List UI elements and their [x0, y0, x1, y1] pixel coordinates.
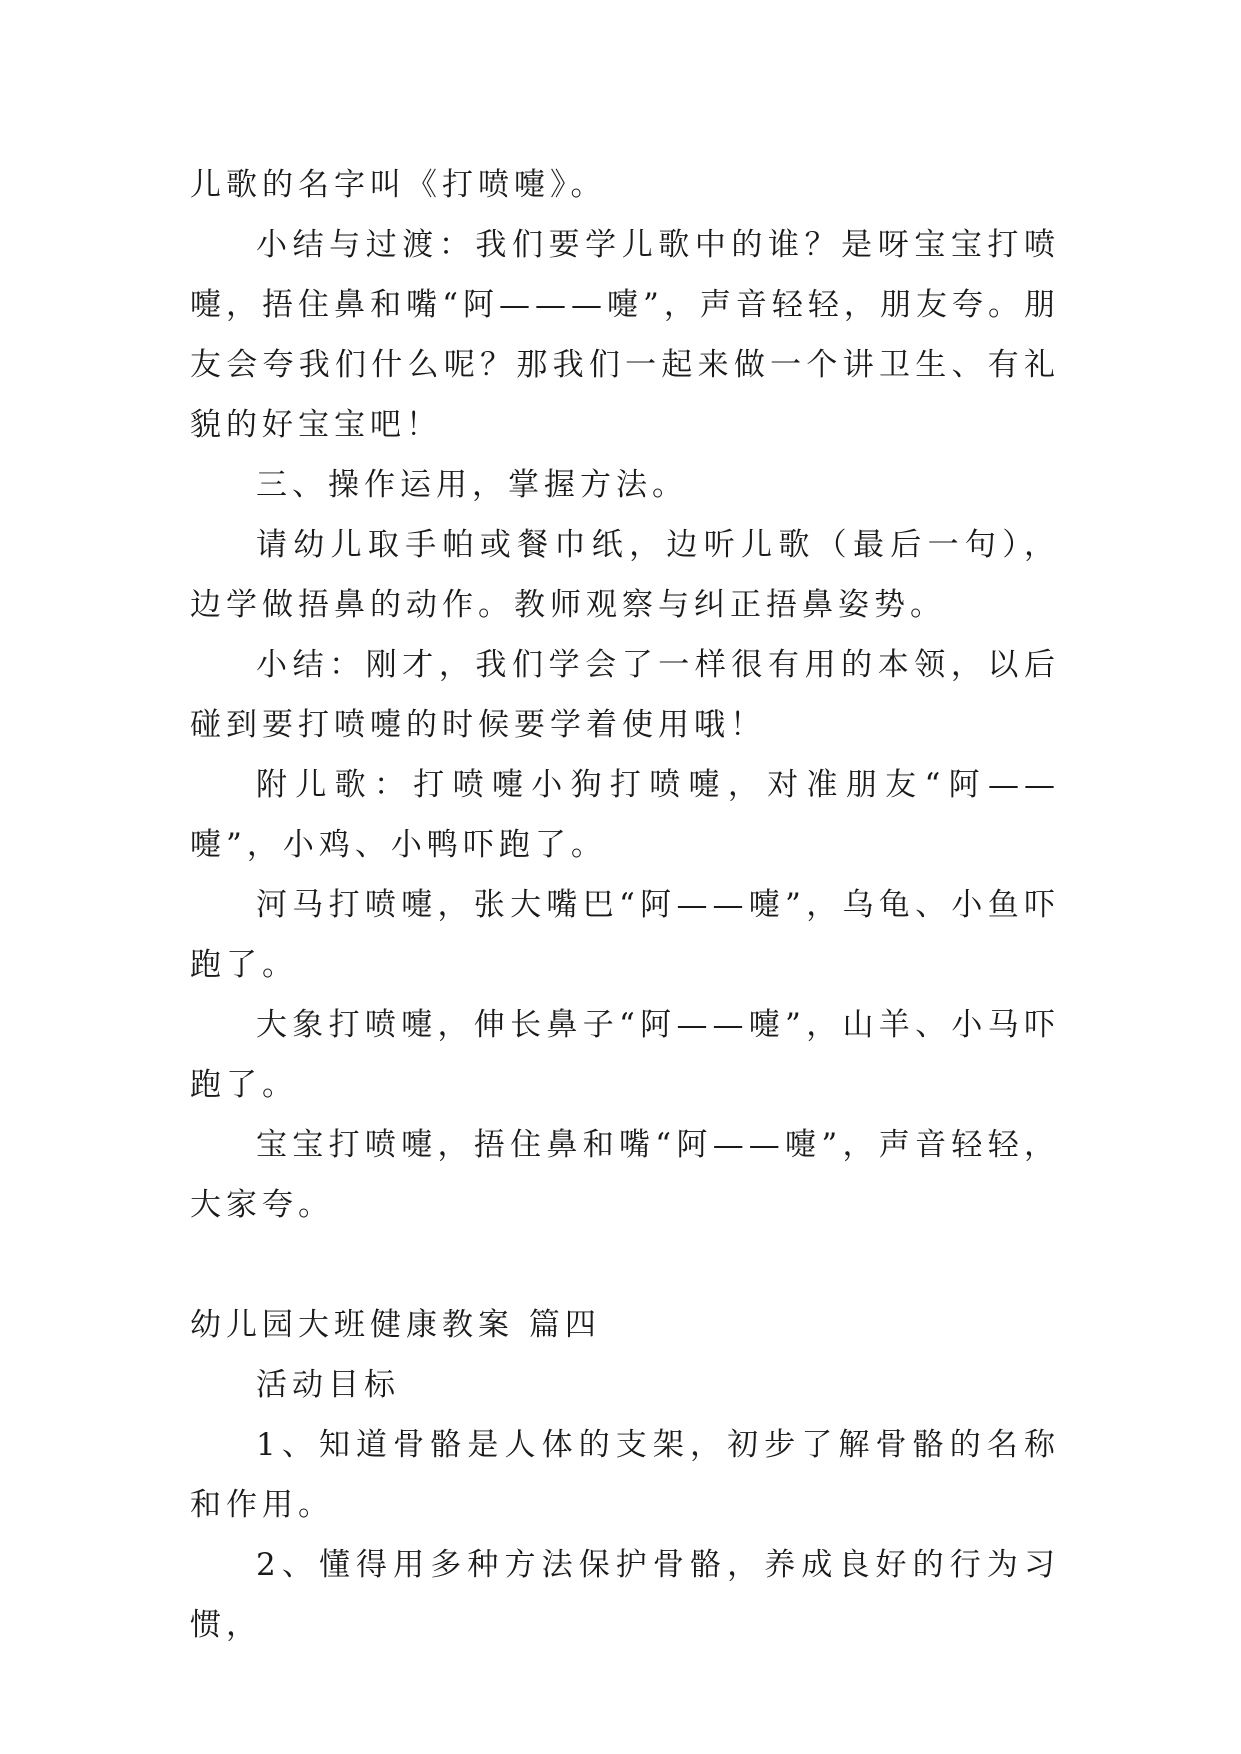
paragraph: 大象打喷嚏，伸长鼻子“阿——嚏”，山羊、小马吓跑了。	[190, 1007, 1060, 1103]
section-title: 幼儿园大班健康教案 篇四	[190, 1307, 601, 1343]
paragraph: 儿歌的名字叫《打喷嚏》。	[190, 167, 607, 203]
section-gap	[190, 1235, 1060, 1295]
paragraph: 附儿歌：打喷嚏小狗打喷嚏，对准朋友“阿——嚏”，小鸡、小鸭吓跑了。	[190, 767, 1060, 863]
paragraph: 请幼儿取手帕或餐巾纸，边听儿歌（最后一句），边学做捂鼻的动作。教师观察与纠正捂鼻姿势。	[190, 527, 1060, 623]
paragraph: 小结：刚才，我们学会了一样很有用的本领，以后碰到要打喷嚏的时候要学着使用哦！	[190, 647, 1060, 743]
paragraph: 1、知道骨骼是人体的支架，初步了解骨骼的名称和作用。	[190, 1427, 1060, 1523]
paragraph: 河马打喷嚏，张大嘴巴“阿——嚏”，乌龟、小鱼吓跑了。	[190, 887, 1060, 983]
paragraph: 小结与过渡：我们要学儿歌中的谁？是呀宝宝打喷嚏，捂住鼻和嘴“阿———嚏”，声音轻轻，朋友夸。朋友会夸我们什么呢？那我们一起来做一个讲卫生、有礼貌的好宝宝吧！	[190, 227, 1060, 443]
paragraph: 2、懂得用多种方法保护骨骼，养成良好的行为习惯，	[190, 1547, 1060, 1643]
paragraph: 活动目标	[256, 1367, 400, 1403]
document-body	[190, 155, 1060, 1655]
paragraph: 三、操作运用，掌握方法。	[256, 467, 688, 503]
paragraph: 宝宝打喷嚏，捂住鼻和嘴“阿——嚏”，声音轻轻，大家夸。	[190, 1127, 1060, 1223]
